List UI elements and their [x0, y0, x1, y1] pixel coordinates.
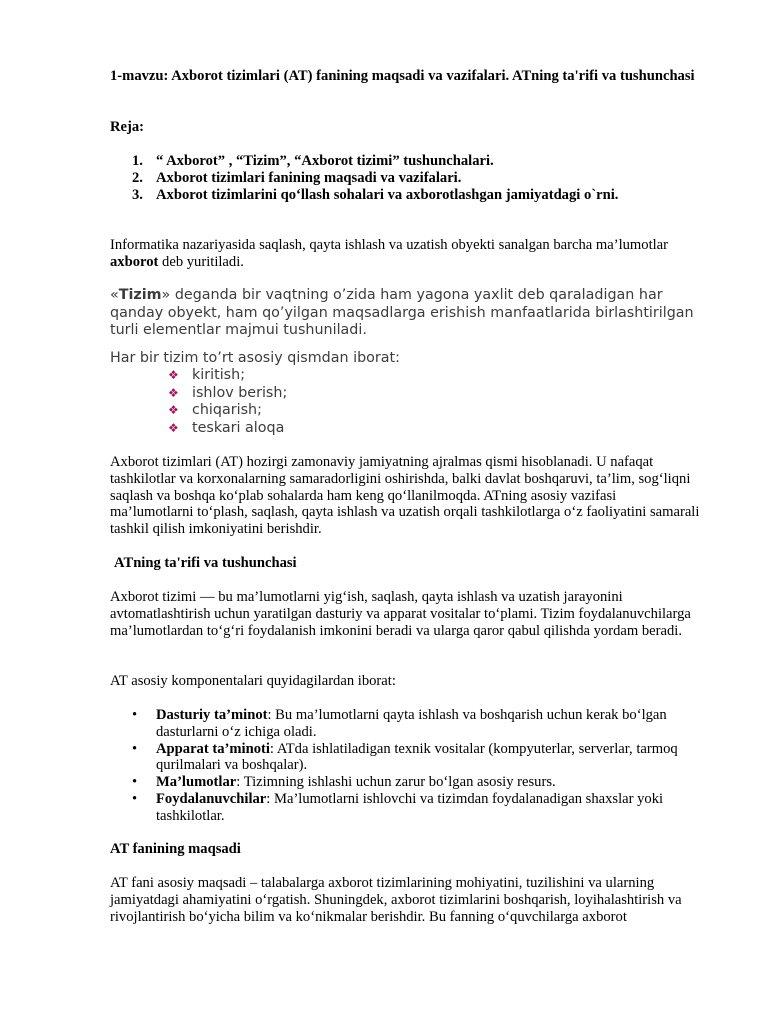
plan-list: [110, 153, 710, 203]
plan-item-number: 3.: [132, 186, 143, 203]
plan-item-number: 2.: [132, 169, 143, 186]
plan-item-text: Axborot tizimlarini qo‘llash sohalari va axborotlashgan jamiyatdagi o`rni.: [156, 186, 619, 203]
bullet-icon: •: [132, 774, 138, 791]
diamond-bullet-icon: ❖: [168, 420, 179, 435]
informatics-paragraph: Informatika nazariyasida saqlash, qayta ishlash va uzatish obyekti sanalgan barcha ma’lumotlar axborot deb yuritiladi.: [110, 237, 669, 270]
list-item: • Ma’lumotlar: Tizimning ishlashi uchun zarur bo‘lgan asosiy resurs.: [132, 774, 556, 791]
component-term: Foydalanuvchilar: [156, 790, 267, 807]
tizim-paragraph: «Tizim» deganda bir vaqtning o’zida ham yagona yaxlit deb qaraladigan har qanday obyekt, ham qo’yilgan maqsadlarga erishish manfaatlarida birlashtirilgan turli elementlar majmui tushuniladi.: [110, 287, 694, 338]
plan-item: [110, 153, 710, 170]
plan-item: [110, 187, 710, 204]
diamond-bullet-icon: ❖: [168, 385, 179, 400]
list-item: ❖ teskari aloqa: [168, 419, 285, 436]
tizim-term: Tizim: [118, 287, 162, 303]
plan-heading: Reja:: [110, 119, 145, 135]
list-item: ❖ ishlov berish;: [168, 384, 288, 401]
list-item: ❖ kiritish;: [168, 367, 246, 383]
list-item: • Dasturiy ta’minot: Bu ma’lumotlarni qayta ishlash va boshqarish uchun kerak bo‘lgan dasturlarni o‘z ichiga oladi.: [132, 707, 667, 740]
plan-item: [110, 170, 710, 187]
components-intro: AT asosiy komponentalari quyidagilardan iborat:: [110, 673, 396, 689]
parts-intro: Har bir tizim to’rt asosiy qismdan iborat:: [110, 350, 400, 366]
component-term: Ma’lumotlar: [156, 774, 237, 791]
bullet-icon: •: [132, 740, 138, 757]
components-list: [110, 707, 710, 825]
goal-paragraph: AT fani asosiy maqsadi – talabalarga axborot tizimlarining mohiyatini, tuzilishini va ularning jamiyatdagi ahamiyatini o‘rgatish. Shuningdek, axborot tizimlarini boshqarish, loyihalashtirish va rivojlantirish bo‘yicha bilim va ko‘nikmalar berishdir. Bu fanning o‘quvchilarga axborot: [110, 875, 682, 925]
diamond-bullet-icon: ❖: [168, 403, 179, 417]
bullet-icon: •: [132, 790, 138, 807]
document-title: 1-mavzu: Axborot tizimlari (AT) fanining maqsadi va vazifalari. ATning ta'rifi va tushunchasi: [110, 68, 695, 84]
goal-heading: AT fanining maqsadi: [110, 841, 241, 857]
tizim-parts-list: [168, 367, 287, 437]
diamond-bullet-icon: ❖: [168, 368, 179, 382]
plan-item-text: Axborot tizimlari fanining maqsadi va vazifalari.: [156, 169, 462, 186]
plan-item-text: “ Axborot” , “Tizim”, “Axborot tizimi” tushunchalari.: [156, 153, 494, 169]
bullet-icon: •: [132, 707, 138, 723]
at-intro-paragraph: Axborot tizimlari (AT) hozirgi zamonaviy jamiyatning ajralmas qismi hisoblanadi. U nafaqat tashkilotlar va korxonalarning samaradorligini oshirishda, balki davlat boshqaruvi, ta’lim, sog‘liqni saqlash va boshqa ko‘plab sohalarda ham keng qo‘llanilmoqda. ATning asosiy vazifasi ma’lumotlarni to‘plash, saqlash, qayta ishlash va uzatish orqali tashkilotlarga o‘z faoliyatini samarali tashkil qilish imkoniyatini berishdir.: [110, 454, 700, 538]
axborot-term: axborot: [110, 253, 159, 270]
list-item: • Foydalanuvchilar: Ma’lumotlarni ishlovchi va tizimdan foydalanadigan shaxslar yoki tashkilotlar.: [132, 790, 664, 824]
component-term: Dasturiy ta’minot: [156, 707, 268, 723]
plan-item-number: 1.: [132, 153, 143, 169]
component-term: Apparat ta’minoti: [156, 740, 270, 757]
definition-heading: ATning ta'rifi va tushunchasi: [114, 555, 297, 571]
list-item: ❖ chiqarish;: [168, 402, 262, 418]
definition-paragraph: Axborot tizimi — bu ma’lumotlarni yig‘ish, saqlash, qayta ishlash va uzatish jarayonini avtomatlashtirish uchun yaratilgan dasturiy va apparat vositalar to‘plami. Tizim foydalanuvchilarga ma’lumotlardan to‘g‘ri foydalanish imkonini beradi va ularga qaror qabul qilishda yordam beradi.: [110, 589, 691, 639]
list-item: • Apparat ta’minoti: ATda ishlatiladigan texnik vositalar (kompyuterlar, serverlar, tarmoq qurilmalari va boshqalar).: [132, 740, 678, 774]
